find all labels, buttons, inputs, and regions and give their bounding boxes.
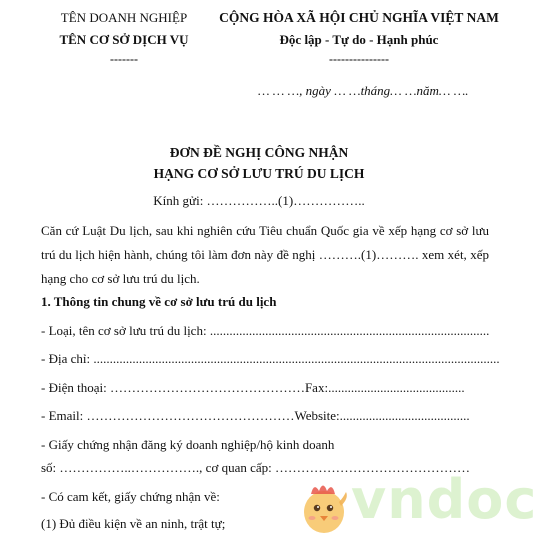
addressee: Kính gửi: ……………..(1)…………….. <box>153 193 365 208</box>
national-title: CỘNG HÒA XÃ HỘI CHỦ NGHĨA VIỆT NAM <box>219 10 499 25</box>
national-motto: Độc lập - Tự do - Hạnh phúc <box>279 32 439 47</box>
watermark-text: vndoc <box>351 468 537 531</box>
document-title-line2: HẠNG CƠ SỞ LƯU TRÚ DU LỊCH <box>153 166 365 181</box>
document-title-line1: ĐƠN ĐỀ NGHỊ CÔNG NHẬN <box>169 145 349 160</box>
chick-mascot-icon <box>297 476 351 537</box>
field-email-website: - Email: …………………………………………Website:........................................ <box>41 408 470 423</box>
field-commit-item1: (1) Đủ điều kiện về an ninh, trật tự; <box>41 516 226 531</box>
field-license-label: - Giấy chứng nhận đăng ký doanh nghiệp/hộ kinh doanh <box>41 437 335 452</box>
date-line: … … …, ngày … …tháng… …năm… …. <box>258 83 469 98</box>
field-address: - Địa chỉ: ............................................................................................................................. <box>41 351 500 366</box>
right-divider: --------------- <box>329 52 389 66</box>
intro-paragraph: Căn cứ Luật Du lịch, sau khi nghiên cứu Tiêu chuẩn Quốc gia về xếp hạng cơ sở lưu trú du lịch hiện hành, chúng tôi làm đơn này đề nghị ……….(1)………. xem xét, xếp hạng cho cơ sở lưu trú du lịch. <box>41 223 489 286</box>
company-name-label: TÊN DOANH NGHIỆP <box>60 10 188 25</box>
field-license-number: số: ……………..……………., cơ quan cấp: ……………………………………… <box>41 460 470 475</box>
left-divider: ------- <box>110 52 138 66</box>
field-phone-fax: - Điện thoại: ………………………………………Fax:.......................................... <box>41 380 465 395</box>
field-type-name: - Loại, tên cơ sở lưu trú du lịch: ...................................................................................... <box>41 323 490 338</box>
field-commit-label: - Có cam kết, giấy chứng nhận về: <box>41 489 220 504</box>
facility-name-label: TÊN CƠ SỞ DỊCH VỤ <box>59 32 189 47</box>
section1-heading: 1. Thông tin chung về cơ sở lưu trú du lịch <box>41 294 277 309</box>
vndoc-watermark <box>297 468 537 537</box>
